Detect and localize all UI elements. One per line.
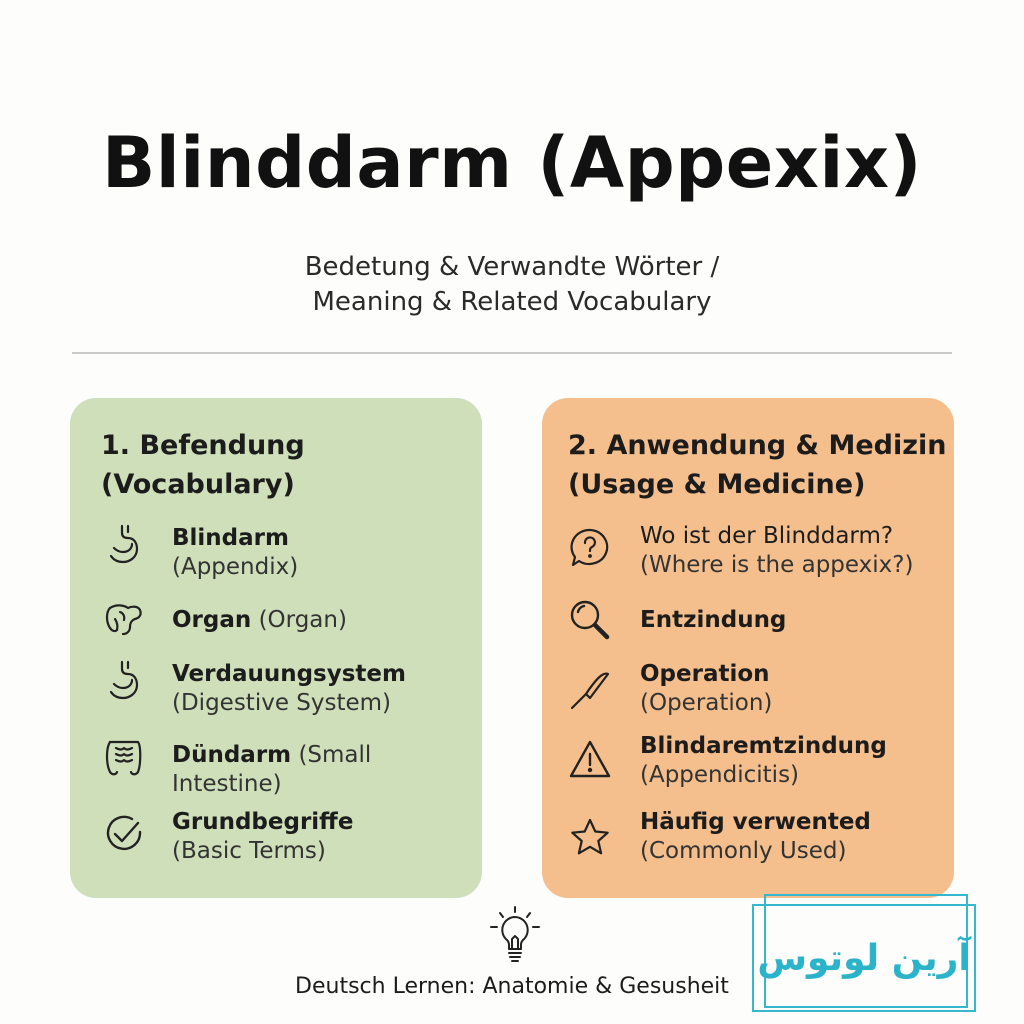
item-term: Dündarm xyxy=(172,742,292,768)
item-term: Grundbegriffe xyxy=(172,809,354,835)
item-term: Operation xyxy=(640,661,770,687)
page-subtitle xyxy=(0,250,1024,320)
check-circle-icon xyxy=(102,812,146,856)
item-translation: (Operation) xyxy=(640,690,773,716)
item-translation: (Small Intestine) xyxy=(172,742,372,797)
item-term: Entzindung xyxy=(640,607,787,633)
subtitle-line-1: Bedetung & Verwandte Wörter / xyxy=(304,252,720,282)
magnifier-icon xyxy=(568,598,612,642)
stomach-icon xyxy=(102,522,146,566)
item-term: Blindarm xyxy=(172,525,289,551)
heading-line-1: 2. Anwendung & Medizin xyxy=(568,430,947,461)
subtitle-line-2: Meaning & Related Vocabulary xyxy=(312,287,712,317)
item-translation: (Digestive System) xyxy=(172,690,392,716)
small-intestine-icon xyxy=(102,736,146,780)
item-translation: (Commonly Used) xyxy=(640,838,847,864)
heading-line-2: (Vocabulary) xyxy=(101,469,295,500)
divider xyxy=(72,352,952,354)
item-term: Blindaremtzindung xyxy=(640,733,887,759)
stomach-icon xyxy=(102,658,146,702)
page-title: Blinddarm (Appexix) xyxy=(101,122,923,204)
question-bubble-icon xyxy=(568,526,612,570)
vocabulary-card-heading xyxy=(101,426,305,504)
item-translation: (Appendicitis) xyxy=(640,762,800,788)
intestine-icon xyxy=(102,598,146,642)
footer-caption: Deutsch Lernen: Anatomie & Gesusheit xyxy=(295,974,729,999)
medicine-card-heading xyxy=(568,426,946,504)
scalpel-icon xyxy=(568,668,612,712)
lightbulb-icon xyxy=(488,905,542,967)
item-term: Organ xyxy=(172,607,252,633)
warning-icon xyxy=(568,738,612,782)
watermark-logo xyxy=(752,894,978,1014)
item-translation: (Appendix) xyxy=(172,554,299,580)
vocabulary-card xyxy=(70,398,482,898)
item-translation: (Basic Terms) xyxy=(172,838,326,864)
item-term: Wo ist der Blinddarm? xyxy=(640,523,894,549)
item-translation: (Where is the appexix?) xyxy=(640,552,914,578)
item-term: Häufig verwented xyxy=(640,809,871,835)
heading-line-1: 1. Befendung xyxy=(101,430,305,461)
star-icon xyxy=(568,816,612,860)
item-translation: (Organ) xyxy=(258,607,347,633)
medicine-card xyxy=(542,398,954,898)
heading-line-2: (Usage & Medicine) xyxy=(568,469,866,500)
watermark-text: آرین لوتوس xyxy=(757,938,971,979)
item-term: Verdauungsystem xyxy=(172,661,406,687)
